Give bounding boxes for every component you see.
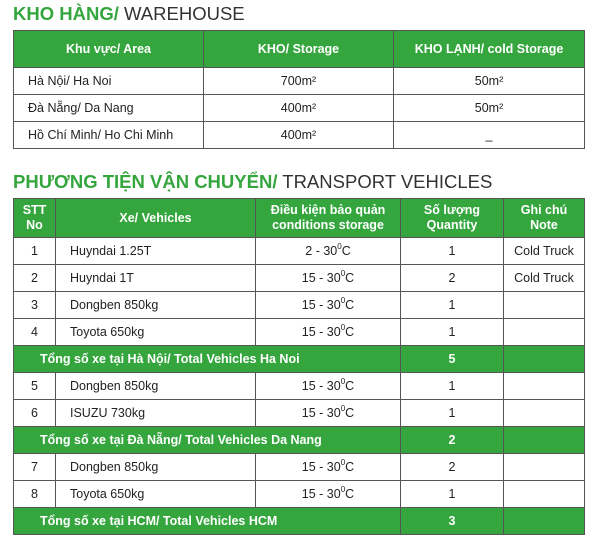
quantity-cell: 1 (401, 481, 504, 508)
no-cell: 4 (14, 319, 56, 346)
temp-range: 15 - 30 (301, 460, 341, 474)
header-vehicles: Xe/ Vehicles (56, 199, 256, 238)
total-row-hcm (14, 508, 585, 535)
total-label: Tổng số xe tại Hà Nội/ Total Vehicles Ha Noi (14, 346, 401, 373)
vehicle-cell: Dongben 850kg (56, 454, 256, 481)
degree-sign: 0 (340, 457, 346, 467)
degree-sign: 0 (337, 241, 342, 251)
header-conditions-en: conditions storage (272, 218, 384, 232)
quantity-cell: 2 (401, 454, 504, 481)
note-cell (504, 373, 585, 400)
no-cell: 5 (14, 373, 56, 400)
header-conditions (256, 199, 401, 238)
no-cell: 1 (14, 238, 56, 265)
total-label: Tổng số xe tại HCM/ Total Vehicles HCM (14, 508, 401, 535)
note-cell (504, 481, 585, 508)
header-quantity (401, 199, 504, 238)
quantity-cell: 2 (401, 265, 504, 292)
warehouse-header-row (14, 31, 585, 68)
cold-storage-cell: 50m² (394, 68, 585, 95)
degree-sign: 0 (340, 322, 346, 332)
header-note (504, 199, 585, 238)
header-stt (14, 199, 56, 238)
condition-cell (256, 292, 401, 319)
temp-range: 2 - 30 (305, 244, 338, 258)
temp-unit: C (345, 406, 355, 420)
temp-unit: C (341, 244, 351, 258)
vehicle-cell: Huyndai 1T (56, 265, 256, 292)
note-cell (504, 319, 585, 346)
table-row (14, 481, 585, 508)
table-row (14, 400, 585, 427)
table-row (14, 68, 585, 95)
note-cell: Cold Truck (504, 238, 585, 265)
total-row-da-nang (14, 427, 585, 454)
quantity-cell: 1 (401, 238, 504, 265)
total-note (504, 346, 585, 373)
header-note-en: Note (530, 218, 558, 232)
no-cell: 3 (14, 292, 56, 319)
table-row (14, 265, 585, 292)
area-cell: Hà Nội/ Ha Noi (14, 68, 204, 95)
warehouse-title (13, 3, 245, 25)
quantity-cell: 1 (401, 292, 504, 319)
storage-cell: 700m² (204, 68, 394, 95)
header-cold-storage: KHO LẠNH/ cold Storage (394, 31, 585, 68)
transport-title-vi: PHƯƠNG TIỆN VẬN CHUYỂN/ (13, 171, 278, 192)
vehicle-cell: Dongben 850kg (56, 373, 256, 400)
area-cell: Đà Nẵng/ Da Nang (14, 95, 204, 122)
transport-title-en: TRANSPORT VEHICLES (277, 171, 493, 192)
temp-range: 15 - 30 (301, 487, 341, 501)
condition-cell (256, 265, 401, 292)
storage-cell: 400m² (204, 95, 394, 122)
warehouse-table (13, 30, 585, 149)
table-row (14, 454, 585, 481)
note-cell (504, 292, 585, 319)
warehouse-title-vi: KHO HÀNG/ (13, 3, 119, 24)
condition-cell (256, 481, 401, 508)
note-cell (504, 400, 585, 427)
vehicle-cell: Huyndai 1.25T (56, 238, 256, 265)
total-note (504, 508, 585, 535)
note-cell (504, 454, 585, 481)
header-area: Khu vực/ Area (14, 31, 204, 68)
header-quantity-en: Quantity (426, 218, 478, 232)
condition-cell (256, 400, 401, 427)
vehicle-cell: Dongben 850kg (56, 292, 256, 319)
total-note (504, 427, 585, 454)
degree-sign: 0 (340, 376, 346, 386)
header-quantity-vi: Số lượng (423, 203, 481, 217)
total-value: 3 (401, 508, 504, 535)
condition-cell (256, 373, 401, 400)
header-conditions-vi: Điều kiện bảo quản (270, 203, 386, 217)
temp-range: 15 - 30 (301, 406, 341, 420)
vehicle-cell: ISUZU 730kg (56, 400, 256, 427)
area-cell: Hồ Chí Minh/ Ho Chi Minh (14, 122, 204, 149)
table-row (14, 292, 585, 319)
temp-range: 15 - 30 (301, 325, 341, 339)
header-stt-en: No (26, 218, 43, 232)
degree-sign: 0 (340, 484, 346, 494)
condition-cell (256, 454, 401, 481)
table-row (14, 95, 585, 122)
temp-range: 15 - 30 (301, 379, 341, 393)
temp-unit: C (345, 271, 355, 285)
quantity-cell: 1 (401, 319, 504, 346)
temp-unit: C (345, 325, 355, 339)
temp-unit: C (345, 298, 355, 312)
total-value: 5 (401, 346, 504, 373)
note-cell: Cold Truck (504, 265, 585, 292)
temp-unit: C (345, 460, 355, 474)
total-label: Tổng số xe tại Đà Nẵng/ Total Vehicles Da Nang (14, 427, 401, 454)
temp-unit: C (345, 487, 355, 501)
warehouse-title-en: WAREHOUSE (118, 3, 245, 24)
table-row (14, 122, 585, 149)
no-cell: 6 (14, 400, 56, 427)
header-note-vi: Ghi chú (520, 203, 568, 217)
temp-range: 15 - 30 (301, 271, 341, 285)
quantity-cell: 1 (401, 400, 504, 427)
cold-storage-cell: _ (394, 122, 585, 149)
condition-cell (256, 238, 401, 265)
vehicle-cell: Toyota 650kg (56, 319, 256, 346)
degree-sign: 0 (340, 403, 346, 413)
degree-sign: 0 (340, 295, 346, 305)
temp-unit: C (345, 379, 355, 393)
transport-header-row (14, 199, 585, 238)
table-row (14, 319, 585, 346)
transport-table (13, 198, 585, 535)
no-cell: 8 (14, 481, 56, 508)
header-storage: KHO/ Storage (204, 31, 394, 68)
no-cell: 7 (14, 454, 56, 481)
total-value: 2 (401, 427, 504, 454)
condition-cell (256, 319, 401, 346)
vehicle-cell: Toyota 650kg (56, 481, 256, 508)
table-row (14, 238, 585, 265)
header-stt-vi: STT (22, 203, 47, 217)
storage-cell: 400m² (204, 122, 394, 149)
no-cell: 2 (14, 265, 56, 292)
quantity-cell: 1 (401, 373, 504, 400)
temp-range: 15 - 30 (301, 298, 341, 312)
transport-title (13, 171, 492, 193)
cold-storage-cell: 50m² (394, 95, 585, 122)
total-row-ha-noi (14, 346, 585, 373)
degree-sign: 0 (340, 268, 346, 278)
table-row (14, 373, 585, 400)
